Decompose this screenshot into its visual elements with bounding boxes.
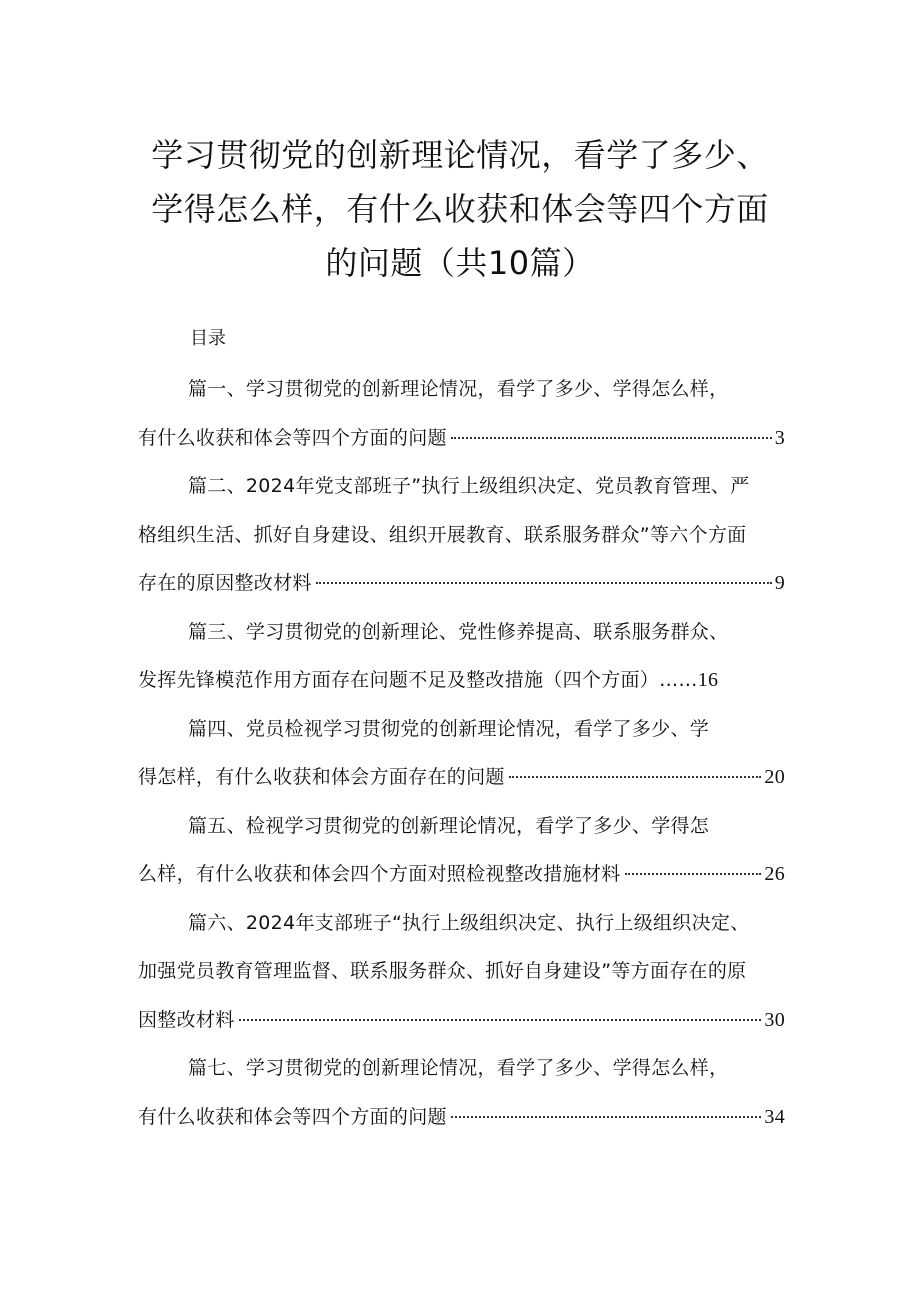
toc-page-number: 16 (697, 669, 719, 691)
title-line: 的问题（共10篇） (325, 244, 595, 282)
toc-entry-text: 有什么收获和体会等四个方面的问题 (138, 426, 447, 449)
dot-leader (316, 581, 772, 584)
toc-entry-text: 得怎样，有什么收获和体会方面存在的问题 (138, 766, 505, 788)
dot-leader (451, 436, 772, 439)
toc-entry-text: 加强党员教育管理监督、联系服务群众、抓好自身建设”等方面存在的原 (138, 960, 747, 982)
toc-page-number: 20 (764, 766, 785, 788)
toc-entry-text: 有什么收获和体会等四个方面的问题 (138, 1105, 447, 1128)
toc-entry-2[interactable] (138, 462, 785, 608)
dot-leader (625, 872, 762, 875)
toc-entry-text: 篇五、检视学习贯彻党的创新理论情况，看学了多少、学得怎 (188, 814, 710, 837)
toc-entry-final-line (138, 559, 785, 608)
toc-entry-3[interactable] (138, 608, 785, 705)
dot-leader (239, 1018, 762, 1021)
toc-entry-text: 篇六、2024年支部班子“执行上级组织决定、执行上级组织决定、 (188, 911, 750, 934)
toc-page-number: 3 (774, 426, 785, 449)
toc-label: 目录 (190, 328, 226, 349)
dot-leader (451, 1115, 762, 1118)
toc-entry-text: 存在的原因整改材料 (138, 572, 312, 594)
toc-entry-5[interactable] (138, 802, 785, 899)
toc-page-number: 34 (764, 1105, 785, 1128)
toc-entry-final-line (138, 1093, 785, 1142)
toc-entry-final-line (138, 996, 785, 1045)
toc-entry-final-line (138, 850, 785, 899)
toc-entry-final-line (138, 414, 785, 463)
toc-entry-text: 发挥先锋模范作用方面存在问题不足及整改措施（四个方面）…… (138, 669, 698, 691)
dot-leader (509, 775, 762, 778)
toc-entry-final-line (138, 656, 785, 705)
toc-entry-1[interactable] (138, 365, 785, 462)
table-of-contents (138, 365, 785, 1141)
toc-entry-text: 因整改材料 (138, 1008, 235, 1031)
toc-entry-text: 篇二、2024年党支部班子”执行上级组织决定、党员教育管理、严 (188, 475, 750, 497)
toc-entry-6[interactable] (138, 899, 785, 1045)
toc-entry-7[interactable] (138, 1044, 785, 1141)
toc-entry-text: 么样，有什么收获和体会四个方面对照检视整改措施材料 (138, 863, 621, 885)
toc-entry-text: 篇三、学习贯彻党的创新理论、党性修养提高、联系服务群众、 (188, 620, 729, 643)
title-line: 学得怎么样，有什么收获和体会等四个方面 (151, 190, 769, 228)
toc-entry-text: 格组织生活、抓好自身建设、组织开展教育、联系服务群众”等六个方面 (138, 523, 747, 546)
toc-page-number: 9 (774, 572, 785, 594)
toc-entry-text: 篇七、学习贯彻党的创新理论情况，看学了多少、学得怎么样， (188, 1057, 729, 1079)
toc-entry-4[interactable] (138, 705, 785, 802)
toc-page-number: 30 (764, 1008, 785, 1031)
toc-entry-final-line (138, 753, 785, 802)
document-title (120, 128, 800, 290)
toc-page-number: 26 (764, 863, 785, 885)
title-line: 学习贯彻党的创新理论情况，看学了多少、 (151, 136, 769, 174)
toc-entry-text: 篇一、学习贯彻党的创新理论情况，看学了多少、学得怎么样， (188, 378, 729, 400)
toc-entry-text: 篇四、党员检视学习贯彻党的创新理论情况，看学了多少、学 (188, 717, 710, 740)
